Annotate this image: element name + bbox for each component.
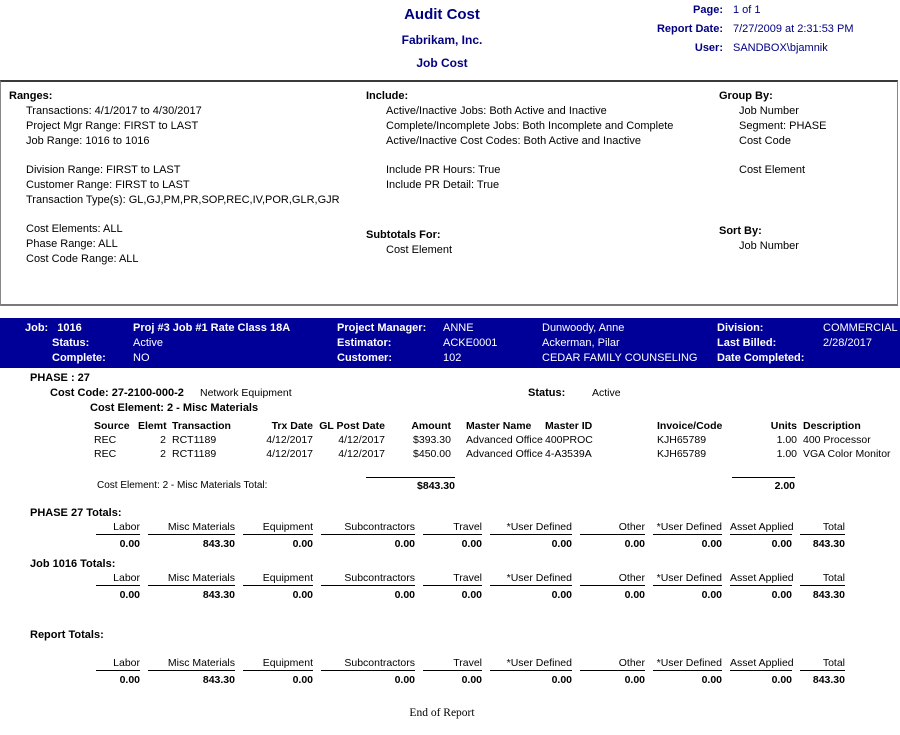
job-number: 1016 (57, 322, 82, 334)
totals-col-user-defined-1: *User Defined (490, 657, 572, 671)
totals-value: 0.00 (771, 538, 792, 550)
phase-totals-section (0, 506, 900, 550)
include-section (366, 89, 673, 193)
totals-value: 0.00 (551, 538, 572, 550)
col-header-units: Units (770, 420, 797, 432)
totals-col-travel: Travel (423, 657, 482, 671)
totals-col-subcontractors: Subcontractors (321, 657, 415, 671)
cell-transaction: RCT1189 (172, 448, 217, 460)
col-header-amount: Amount (411, 420, 451, 432)
totals-header-row (88, 521, 900, 535)
group-by-title: Group By: (719, 90, 773, 102)
sort-by-section (719, 224, 799, 254)
estimator-name: Ackerman, Pilar (542, 337, 620, 349)
cost-code-row (0, 387, 900, 401)
cell-master-id: 4-A3539A (545, 448, 592, 460)
totals-value: 0.00 (461, 538, 482, 550)
phase-heading: PHASE : 27 (30, 372, 90, 384)
totals-col-user-defined-2: *User Defined (653, 521, 722, 535)
page-label: Page: (693, 4, 723, 16)
col-header-gl-post-date: GL Post Date (319, 420, 385, 432)
project-manager-name: Dunwoody, Anne (542, 322, 625, 334)
totals-col-asset-applied: Asset Applied (730, 521, 794, 533)
job-totals-section (0, 557, 900, 601)
col-header-transaction: Transaction (172, 420, 231, 432)
cell-elemt: 2 (160, 448, 166, 460)
transactions-header-row (94, 419, 897, 433)
cell-source: REC (94, 434, 117, 446)
param-line: Segment: PHASE (739, 120, 827, 132)
totals-col-misc-materials: Misc Materials (148, 572, 235, 586)
param-line: Phase Range: ALL (26, 238, 118, 250)
cell-source: REC (94, 448, 117, 460)
cell-trx-date: 4/12/2017 (266, 448, 313, 460)
totals-value: 0.00 (394, 674, 415, 686)
totals-values-row (88, 586, 900, 601)
totals-value: 0.00 (292, 589, 313, 601)
param-line: Cost Element (386, 244, 453, 256)
totals-col-subcontractors: Subcontractors (321, 521, 415, 535)
cell-description: VGA Color Monitor (803, 448, 891, 460)
cost-element-total-row (0, 477, 900, 497)
totals-value: 0.00 (771, 589, 792, 601)
user-value: SANDBOX\bjamnik (733, 42, 828, 54)
cost-element-total-amount: $843.30 (366, 477, 455, 492)
company-name: Fabrikam, Inc. (401, 33, 483, 47)
end-of-report-text: End of Report (409, 707, 475, 719)
totals-value: 843.30 (202, 589, 235, 601)
totals-value: 0.00 (119, 674, 140, 686)
col-header-elemt: Elemt (138, 420, 167, 432)
date-completed-label: Date Completed: (717, 352, 805, 364)
cost-code-status-label: Status: (528, 387, 566, 399)
last-billed-label: Last Billed: (717, 337, 777, 349)
totals-col-subcontractors: Subcontractors (321, 572, 415, 586)
totals-value: 0.00 (701, 538, 722, 550)
param-line: Job Range: 1016 to 1016 (26, 135, 150, 147)
param-line: Job Number (739, 105, 799, 117)
totals-header-row (88, 572, 900, 586)
cell-invoice-code: KJH65789 (657, 434, 707, 446)
user-label: User: (694, 42, 723, 54)
cell-master-name: Advanced Office (466, 434, 543, 446)
customer-id: 102 (443, 352, 462, 364)
totals-value: 0.00 (292, 674, 313, 686)
param-line: Division Range: FIRST to LAST (26, 164, 181, 176)
totals-col-travel: Travel (423, 572, 482, 586)
estimator-label: Estimator: (337, 337, 392, 349)
totals-col-misc-materials: Misc Materials (148, 521, 235, 535)
last-billed-value: 2/28/2017 (823, 337, 872, 349)
param-line: Project Mgr Range: FIRST to LAST (26, 120, 199, 132)
job-id-cell (0, 321, 133, 336)
col-header-trx-date: Trx Date (271, 420, 313, 432)
job-bar-row-3 (0, 351, 900, 366)
report-header-meta (620, 4, 853, 54)
param-line: Include PR Hours: True (386, 164, 501, 176)
totals-values-row (88, 671, 900, 686)
report-title: Audit Cost (404, 6, 480, 23)
job-label: Job: (25, 322, 49, 334)
col-header-master-id: Master ID (545, 420, 593, 432)
totals-value: 0.00 (624, 674, 645, 686)
totals-col-labor: Labor (96, 657, 140, 671)
status-value: Active (133, 337, 163, 349)
phase-totals-title: PHASE 27 Totals: (30, 507, 122, 519)
totals-col-total: Total (800, 657, 845, 671)
param-line: Cost Code Range: ALL (26, 253, 139, 265)
status-label: Status: (52, 337, 90, 349)
totals-col-asset-applied: Asset Applied (730, 657, 794, 669)
report-subtitle: Job Cost (416, 56, 468, 70)
cell-units: 1.00 (776, 448, 797, 460)
totals-col-equipment: Equipment (243, 572, 313, 586)
totals-value: 0.00 (394, 589, 415, 601)
totals-col-equipment: Equipment (243, 521, 313, 535)
totals-value: 0.00 (119, 589, 140, 601)
cost-element-total-units: 2.00 (732, 477, 795, 492)
complete-value: NO (133, 352, 150, 364)
cell-units: 1.00 (776, 434, 797, 446)
totals-value: 0.00 (292, 538, 313, 550)
totals-value: 0.00 (771, 674, 792, 686)
totals-value: 0.00 (701, 589, 722, 601)
param-line: Cost Element (739, 164, 806, 176)
job-bar-row-2 (0, 336, 900, 351)
totals-value: 0.00 (624, 589, 645, 601)
cell-transaction: RCT1189 (172, 434, 217, 446)
totals-value: 843.30 (812, 674, 845, 686)
totals-value: 0.00 (461, 589, 482, 601)
totals-col-user-defined-2: *User Defined (653, 572, 722, 586)
totals-col-other: Other (580, 572, 645, 586)
job-totals-title: Job 1016 Totals: (30, 558, 116, 570)
cell-gl-post-date: 4/12/2017 (338, 434, 385, 446)
param-line: Customer Range: FIRST to LAST (26, 179, 190, 191)
totals-col-other: Other (580, 657, 645, 671)
cost-code-status-value: Active (592, 387, 621, 399)
cost-code-description: Network Equipment (200, 387, 292, 399)
transaction-row (94, 433, 897, 447)
totals-value: 0.00 (119, 538, 140, 550)
totals-value: 843.30 (812, 589, 845, 601)
job-description: Proj #3 Job #1 Rate Class 18A (133, 322, 291, 334)
totals-col-labor: Labor (96, 572, 140, 586)
report-totals-section (0, 628, 900, 686)
report-date-value: 7/27/2009 at 2:31:53 PM (733, 23, 854, 35)
totals-col-misc-materials: Misc Materials (148, 657, 235, 671)
cell-master-name: Advanced Office (466, 448, 543, 460)
totals-col-user-defined-2: *User Defined (653, 657, 722, 671)
totals-col-labor: Labor (96, 521, 140, 535)
totals-value: 0.00 (461, 674, 482, 686)
cell-invoice-code: KJH65789 (657, 448, 707, 460)
col-header-source: Source (94, 420, 130, 432)
totals-col-other: Other (580, 521, 645, 535)
date-completed-value (823, 351, 900, 366)
cell-gl-post-date: 4/12/2017 (338, 448, 385, 460)
report-totals-title: Report Totals: (30, 629, 104, 641)
totals-value: 0.00 (551, 589, 572, 601)
include-title: Include: (366, 90, 409, 102)
param-line: Complete/Incomplete Jobs: Both Incomplete and Complete (386, 120, 674, 132)
totals-col-user-defined-1: *User Defined (490, 572, 572, 586)
transaction-row (94, 447, 897, 461)
totals-col-user-defined-1: *User Defined (490, 521, 572, 535)
division-label: Division: (717, 322, 764, 334)
cost-element-total-label: Cost Element: 2 - Misc Materials Total: (97, 480, 268, 491)
col-header-master-name: Master Name (466, 420, 532, 432)
param-line: Transaction Type(s): GL,GJ,PM,PR,SOP,REC,IV,POR,GLR,GJR (26, 194, 340, 206)
estimator-id: ACKE0001 (443, 337, 498, 349)
totals-value: 0.00 (394, 538, 415, 550)
ranges-title: Ranges: (9, 90, 53, 102)
totals-value: 0.00 (624, 538, 645, 550)
cell-master-id: 400PROC (545, 434, 593, 446)
group-by-section (719, 89, 826, 178)
col-header-invoice-code: Invoice/Code (657, 420, 723, 432)
param-line: Active/Inactive Cost Codes: Both Active and Inactive (386, 135, 641, 147)
totals-col-total: Total (800, 572, 845, 586)
ranges-section (9, 89, 340, 267)
totals-value: 843.30 (202, 674, 235, 686)
report-parameters-box (0, 80, 898, 306)
project-manager-label: Project Manager: (337, 322, 427, 334)
totals-header-row (88, 657, 900, 671)
totals-value: 0.00 (701, 674, 722, 686)
totals-col-travel: Travel (423, 521, 482, 535)
totals-value: 843.30 (812, 538, 845, 550)
sort-by-title: Sort By: (719, 225, 762, 237)
col-header-description: Description (803, 420, 861, 432)
param-line: Transactions: 4/1/2017 to 4/30/2017 (26, 105, 202, 117)
totals-value: 0.00 (551, 674, 572, 686)
cell-amount: $450.00 (413, 448, 451, 460)
transactions-table (94, 419, 897, 461)
project-manager-id: ANNE (443, 322, 474, 334)
totals-values-row (88, 535, 900, 550)
subtotals-for-title: Subtotals For: (366, 229, 441, 241)
cost-element-heading: Cost Element: 2 - Misc Materials (90, 402, 259, 414)
totals-value: 843.30 (202, 538, 235, 550)
subtotals-for-section (366, 228, 452, 258)
totals-col-total: Total (800, 521, 845, 535)
job-bar-row-1 (0, 321, 900, 336)
division-value: COMMERCIAL (823, 322, 898, 334)
totals-col-equipment: Equipment (243, 657, 313, 671)
customer-name: CEDAR FAMILY COUNSELING (542, 352, 698, 364)
param-line: Include PR Detail: True (386, 179, 500, 191)
cost-code-label: Cost Code: 27-2100-000-2 (50, 387, 184, 399)
param-line: Active/Inactive Jobs: Both Active and Inactive (386, 105, 607, 117)
customer-label: Customer: (337, 352, 393, 364)
cell-trx-date: 4/12/2017 (266, 434, 313, 446)
complete-label: Complete: (52, 352, 106, 364)
totals-col-asset-applied: Asset Applied (730, 572, 794, 584)
cell-amount: $393.30 (413, 434, 451, 446)
page-value: 1 of 1 (733, 4, 761, 16)
cell-description: 400 Processor (803, 434, 871, 446)
job-header-bar (0, 318, 900, 368)
param-line: Job Number (739, 240, 799, 252)
param-line: Cost Code (739, 135, 791, 147)
report-date-label: Report Date: (656, 23, 723, 35)
cell-elemt: 2 (160, 434, 166, 446)
param-line: Cost Elements: ALL (26, 223, 123, 235)
